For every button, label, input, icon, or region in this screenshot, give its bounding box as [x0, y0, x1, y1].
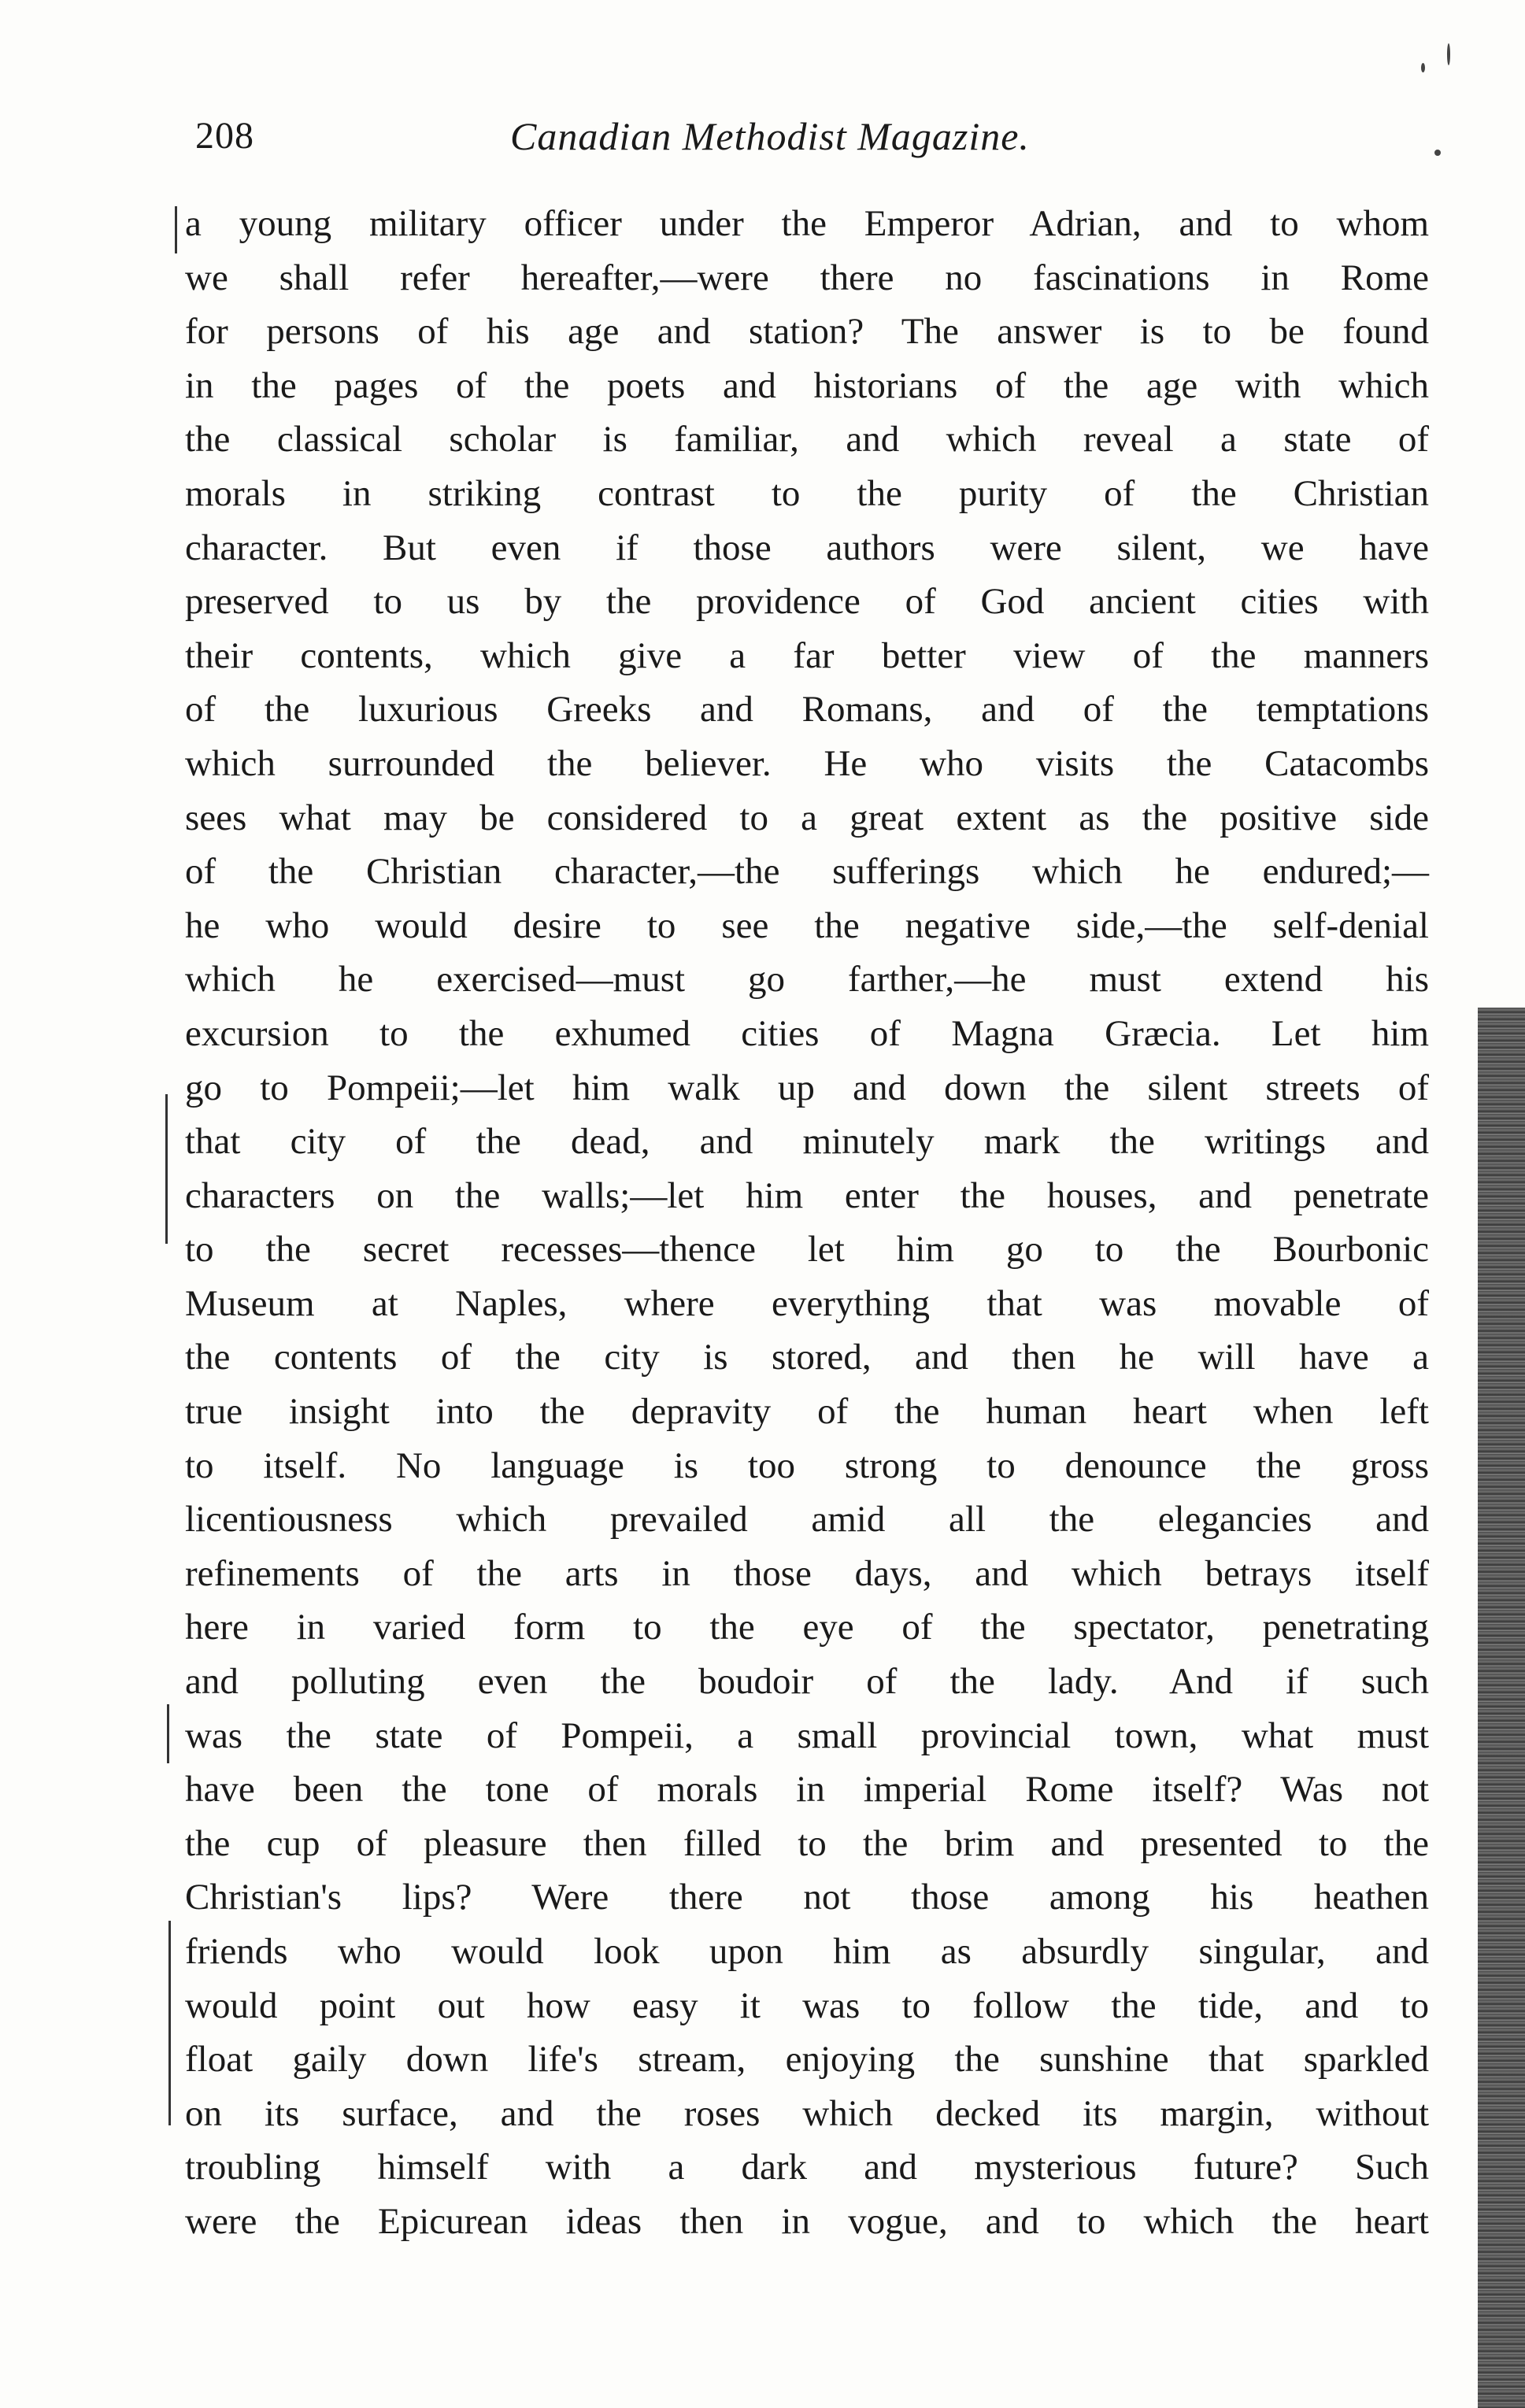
text-line: characters on the walls;—let him enter the houses, and penetrate	[185, 1174, 1429, 1216]
text-line: the cup of pleasure then filled to the brim and presented to the	[185, 1822, 1429, 1864]
scan-speck	[1447, 43, 1450, 65]
text-line: was the state of Pompeii, a small provincial town, what must	[185, 1714, 1429, 1756]
text-line: to itself. No language is too strong to denounce the gross	[185, 1444, 1429, 1486]
text-line: refinements of the arts in those days, and which betrays itself	[185, 1552, 1429, 1594]
margin-mark	[165, 1094, 168, 1244]
text-line: were the Epicurean ideas then in vogue, and to which the heart	[185, 2200, 1429, 2242]
body-text	[185, 197, 1429, 2249]
running-title: Canadian Methodist Magazine.	[510, 114, 1030, 158]
text-line: licentiousness which prevailed amid all the elegancies and	[185, 1499, 1429, 1541]
text-line: Museum at Naples, where everything that was movable of	[185, 1282, 1429, 1324]
text-line: that city of the dead, and minutely mark the writings and	[185, 1121, 1429, 1163]
text-line: the classical scholar is familiar, and which reveal a state of	[185, 419, 1429, 461]
text-line: of the Christian character,—the sufferings which he endured;—	[185, 851, 1429, 893]
text-line: sees what may be considered to a great extent as the positive side	[185, 797, 1429, 838]
scan-speck	[1421, 63, 1425, 72]
text-line: morals in striking contrast to the purity of the Christian	[185, 472, 1429, 514]
margin-mark	[167, 1704, 169, 1763]
text-line: have been the tone of morals in imperial Rome itself? Was not	[185, 1769, 1429, 1811]
text-line: Christian's lips? Were there not those among his heathen	[185, 1877, 1429, 1918]
text-line: their contents, which give a far better view of the manners	[185, 634, 1429, 676]
scan-edge	[1478, 1008, 1525, 2408]
text-line: on its surface, and the roses which decked its margin, without	[185, 2092, 1429, 2134]
text-line: the contents of the city is stored, and then he will have a	[185, 1337, 1429, 1378]
text-line: of the luxurious Greeks and Romans, and of the temptations	[185, 689, 1429, 731]
text-line: we shall refer hereafter,—were there no fascinations in Rome	[185, 257, 1429, 298]
margin-mark	[175, 206, 177, 253]
text-line: and polluting even the boudoir of the lady. And if such	[185, 1661, 1429, 1703]
text-line: float gaily down life's stream, enjoying the sunshine that sparkled	[185, 2039, 1429, 2081]
text-line: to the secret recesses—thence let him go to the Bourbonic	[185, 1229, 1429, 1271]
text-line: which surrounded the believer. He who visits the Catacombs	[185, 742, 1429, 784]
text-line: go to Pompeii;—let him walk up and down the silent streets of	[185, 1067, 1429, 1108]
text-line: preserved to us by the providence of God ancient cities with	[185, 581, 1429, 623]
page-header	[195, 109, 1423, 164]
text-line: a young military officer under the Emperor Adrian, and to whom	[185, 203, 1429, 244]
text-line: true insight into the depravity of the human heart when left	[185, 1391, 1429, 1433]
text-line: which he exercised—must go farther,—he must extend his	[185, 959, 1429, 1001]
text-line: character. But even if those authors were silent, we have	[185, 527, 1429, 568]
margin-mark	[168, 1921, 171, 2125]
text-line: here in varied form to the eye of the spectator, penetrating	[185, 1607, 1429, 1648]
text-line: excursion to the exhumed cities of Magna Græcia. Let him	[185, 1012, 1429, 1054]
text-line: troubling himself with a dark and mysterious future? Such	[185, 2147, 1429, 2188]
page-number: 208	[195, 115, 254, 157]
text-line: for persons of his age and station? The answer is to be found	[185, 311, 1429, 353]
text-line: friends who would look upon him as absurdly singular, and	[185, 1931, 1429, 1972]
text-line: he who would desire to see the negative side,—the self-denial	[185, 904, 1429, 946]
scan-speck	[1434, 150, 1441, 156]
text-line: would point out how easy it was to follow the tide, and to	[185, 1984, 1429, 2026]
text-line: in the pages of the poets and historians of the age with which	[185, 364, 1429, 406]
